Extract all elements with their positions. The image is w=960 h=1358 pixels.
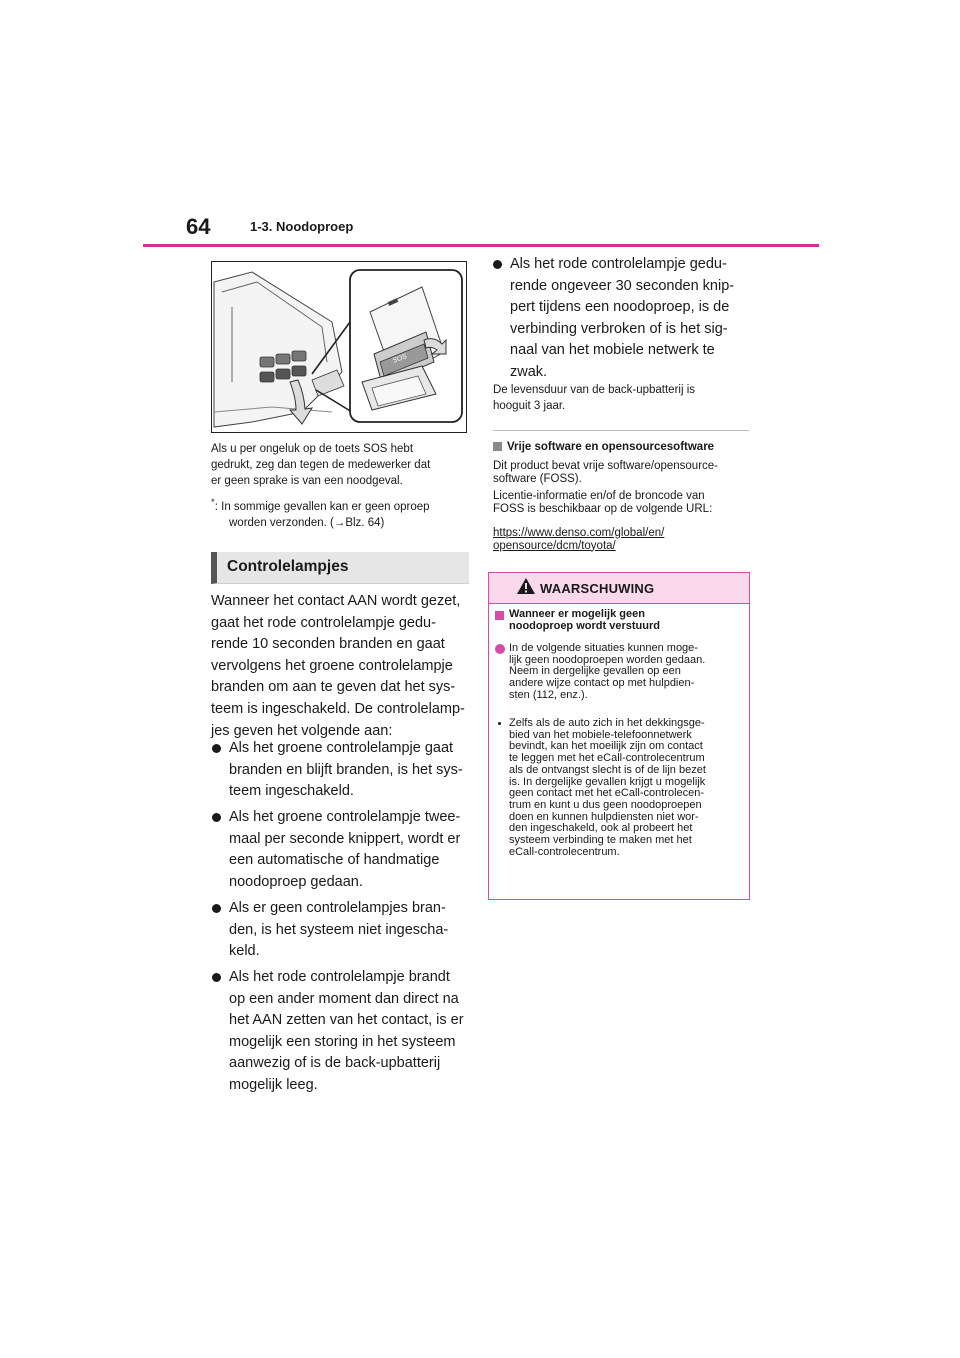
section-divider xyxy=(493,430,749,431)
figure-caption: Als u per ongeluk op de toets SOS hebt gedrukt, zeg dan tegen de medewerker dat er geen sprake is van een noodgeval. xyxy=(211,443,431,487)
square-bullet-icon xyxy=(495,611,504,620)
bullet-icon xyxy=(212,973,221,982)
battery-lifetime-note: De levensduur van de back-upbatterij is hooguit 3 jaar. xyxy=(493,384,696,412)
subheading-controlelampjes: Controlelampjes xyxy=(211,552,469,584)
warning-title: WAARSCHUWING xyxy=(540,581,655,596)
header-rule xyxy=(143,244,819,247)
foss-paragraph-2: Licentie-informatie en/of de broncode van FOSS is beschikbaar op de volgende URL: xyxy=(493,490,713,515)
section-heading: 1-3. Noodoproep xyxy=(250,219,354,234)
foss-heading: Vrije software en opensourcesoftware xyxy=(493,440,755,454)
intro-paragraph: Wanneer het contact AAN wordt gezet, gaat het rode controlelampje gedu- rende 10 seconden branden en gaat vervolgens het groene controlelampje branden om aan te geven dat het sys- teem is ingeschakeld. De controlelamp- jes geven het volgende aan: xyxy=(211,593,465,739)
bullet-icon xyxy=(212,744,221,753)
bullet-icon xyxy=(495,644,505,654)
warning-triangle-icon xyxy=(516,577,536,595)
bullet-icon xyxy=(493,260,502,269)
foss-paragraph-1: Dit product bevat vrije software/opensource- software (FOSS). xyxy=(493,460,718,485)
square-bullet-icon xyxy=(493,442,502,451)
small-bullet-icon xyxy=(498,722,501,725)
warning-header xyxy=(489,573,749,604)
page-number: 64 xyxy=(186,214,211,239)
sos-label: SOS xyxy=(391,353,408,365)
bullet-icon xyxy=(212,813,221,822)
foss-url-link[interactable]: https://www.denso.com/global/en/ opensource/dcm/toyota/ xyxy=(493,527,665,552)
bullet-icon xyxy=(212,904,221,913)
warning-box: WAARSCHUWING Wanneer er mogelijk geen noodoproep wordt verstuurd In de volgende situaties kunnen moge- lijk geen noodoproepen worden gedaan. Neem in dergelijke gevallen op een andere wijze contact op met hulpdien- sten (112, enz.). Zelfs als de auto zich in het dekkingsge- bied van het mobiele-telefoonnetwerk bevindt, kan het moeilijk zijn om contact te leggen met het eCall-controlecentrum als de ontvangst slecht is of de lijn bezet is. In dergelijke gevallen krijgt u mogelijk geen contact met het eCall-controlecen- trum en kunt u dus geen noodoproepen doen en kunnen hulpdiensten niet wor- den ingeschakeld, ook al probeert het systeem verbinding te maken met het eCall-controlecentrum. xyxy=(488,572,750,900)
footnote: *: In sommige gevallen kan er geen oproep worden verzonden. (→Blz. 64) xyxy=(211,497,430,529)
sos-button-illustration xyxy=(211,261,467,433)
